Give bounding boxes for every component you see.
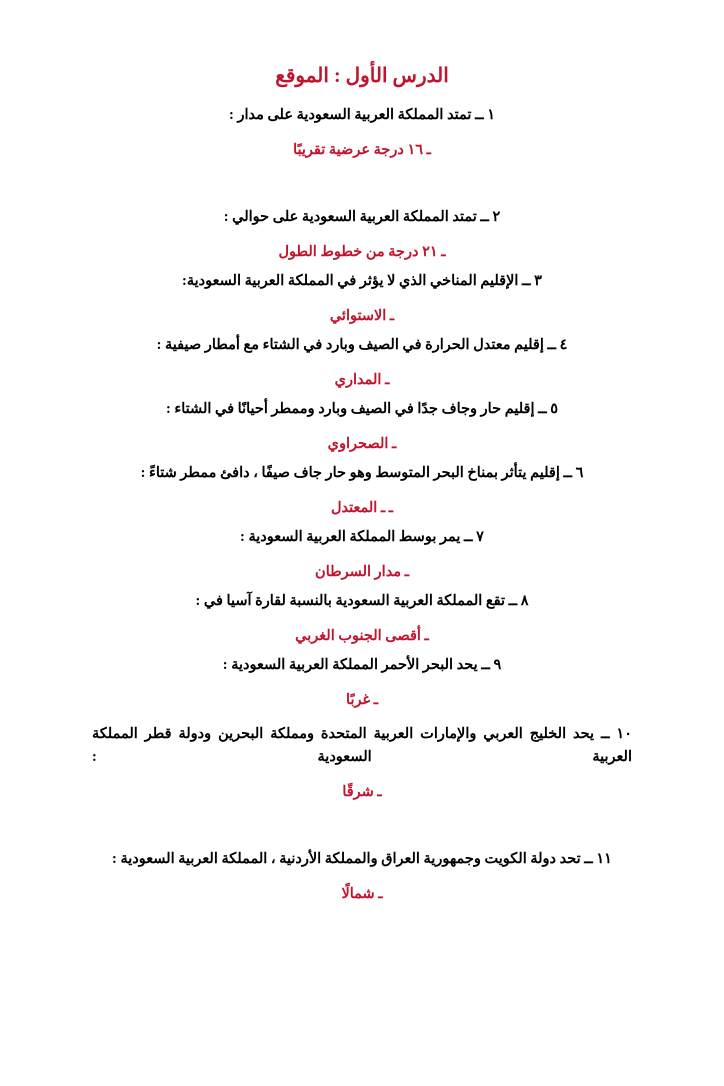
question-text: ١١ ــ تحد دولة الكويت وجمهورية العراق والمملكة الأردنية ، المملكة العربية السعودية : bbox=[112, 850, 612, 867]
question-text: ٨ ــ تقع المملكة العربية السعودية بالنسبة لقارة آسيا في : bbox=[195, 592, 529, 609]
answer-text: ـ غربًا bbox=[346, 691, 378, 708]
spacer bbox=[48, 166, 676, 206]
answer-text: ـ المداري bbox=[334, 372, 390, 389]
answer-text: ـ أقصى الجنوب الغربي bbox=[295, 628, 429, 645]
qa-item-8 bbox=[48, 590, 676, 648]
qa-item-3 bbox=[48, 270, 676, 328]
question-text: ٩ ــ يحد البحر الأحمر المملكة العربية السعودية : bbox=[222, 656, 502, 673]
answer-text: ـ ٢١ درجة من خطوط الطول bbox=[278, 244, 446, 261]
question-text: ٣ ــ الإقليم المناخي الذي لا يؤثر في المملكة العربية السعودية: bbox=[182, 272, 542, 289]
answer-text: ـ ١٦ درجة عرضية تقريبًا bbox=[293, 142, 431, 159]
qa-item-9 bbox=[48, 654, 676, 712]
qa-item-1 bbox=[48, 104, 676, 162]
qa-item-4 bbox=[48, 334, 676, 392]
qa-item-2 bbox=[48, 206, 676, 264]
qa-item-11 bbox=[48, 848, 676, 906]
spacer bbox=[48, 715, 676, 723]
question-text: ٢ ــ تمتد المملكة العربية السعودية على حوالي : bbox=[223, 208, 501, 225]
question-text: ٥ ــ إقليم حار وجاف جدًا في الصيف وبارد وممطر أحيانًا في الشتاء : bbox=[165, 400, 559, 417]
question-text: ٤ ــ إقليم معتدل الحرارة في الصيف وبارد في الشتاء مع أمطار صيفية : bbox=[156, 336, 568, 353]
qa-item-7 bbox=[48, 526, 676, 584]
answer-text: ـ ـ المعتدل bbox=[330, 500, 394, 517]
spacer bbox=[48, 808, 676, 848]
answer-text: ـ الاستوائي bbox=[329, 308, 395, 325]
answer-text: ـ شمالًا bbox=[341, 886, 383, 903]
answer-text: ـ الصحراوي bbox=[327, 436, 397, 453]
question-text: ٦ ــ إقليم يتأثر بمناخ البحر المتوسط وهو حار جاف صيفًا ، دافئ ممطر شتاءً : bbox=[140, 464, 584, 481]
document-page bbox=[0, 62, 724, 1086]
qa-item-6 bbox=[48, 462, 676, 520]
answer-text: ـ شرقًا bbox=[342, 784, 382, 801]
qa-item-10 bbox=[48, 723, 676, 803]
question-text: ١٠ ــ يحد الخليج العربي والإمارات العربية المتحدة ومملكة البحرين ودولة قطر المملكة العربية السعودية : bbox=[92, 726, 632, 765]
qa-item-5 bbox=[48, 398, 676, 456]
question-text: ٧ ــ يمر بوسط المملكة العربية السعودية : bbox=[240, 528, 484, 545]
answer-text: ـ مدار السرطان bbox=[315, 564, 409, 581]
page-title: الدرس الأول : الموقع bbox=[275, 65, 449, 87]
question-text: ١ ــ تمتد المملكة العربية السعودية على مدار : bbox=[228, 107, 496, 123]
